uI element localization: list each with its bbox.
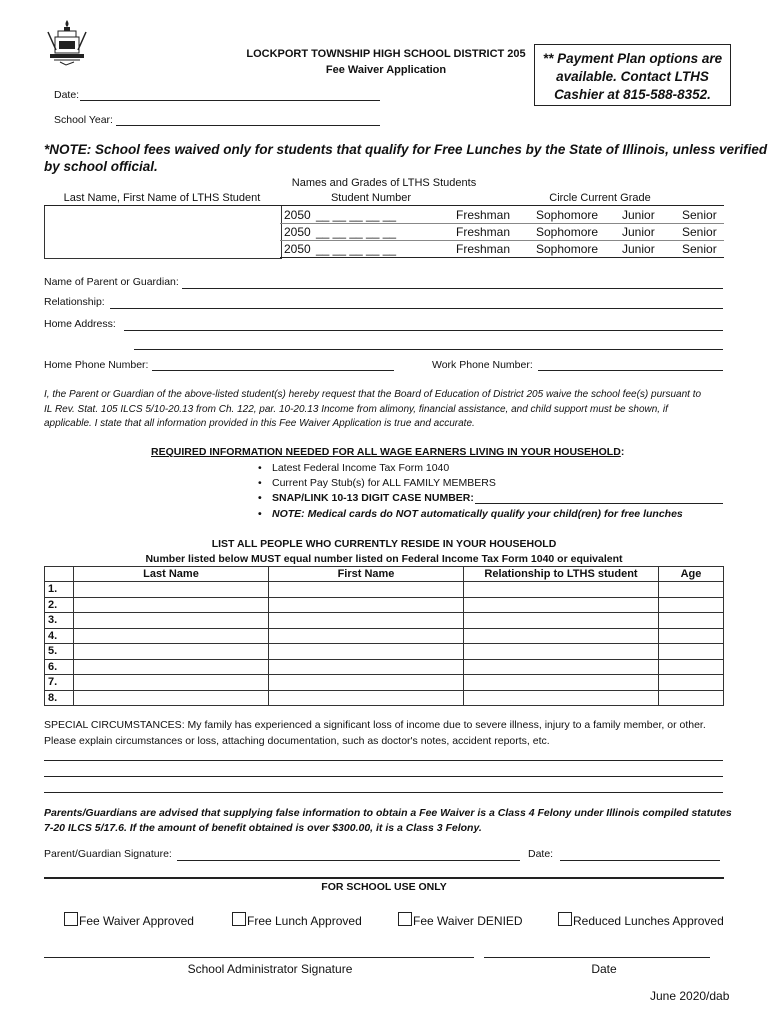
home-phone-label: Home Phone Number: (44, 359, 149, 371)
signature-date-field[interactable] (560, 860, 720, 861)
table-row[interactable] (45, 690, 724, 706)
first-name-cell[interactable] (269, 690, 464, 706)
student-row-3[interactable] (282, 242, 722, 258)
table-row[interactable] (45, 644, 724, 660)
school-name: LOCKPORT TOWNSHIP HIGH SCHOOL DISTRICT 205 (246, 48, 526, 60)
age-cell[interactable] (659, 675, 724, 691)
relationship-cell[interactable] (464, 690, 659, 706)
relationship-cell[interactable] (464, 675, 659, 691)
relationship-label: Relationship: (44, 296, 105, 308)
statement-line-3: applicable. I state that all information provided in this Fee Waiver Application is true and accurate. (44, 418, 475, 429)
row-number: 3. (45, 613, 74, 629)
option-label: Reduced Lunches Approved (573, 914, 724, 928)
relationship-cell[interactable] (464, 659, 659, 675)
signature-date-label: Date: (528, 848, 554, 860)
note-line-1: *NOTE: School fees waived only for students that qualify for Free Lunches by the State of Illinois, unless verified (44, 142, 768, 157)
last-name-cell[interactable] (74, 690, 269, 706)
first-name-cell[interactable] (269, 659, 464, 675)
last-name-cell[interactable] (74, 613, 269, 629)
note-line-2: by school official. (44, 159, 158, 174)
option-label: Fee Waiver Approved (79, 914, 194, 928)
work-phone-label: Work Phone Number: (432, 359, 533, 371)
col-last-name: Last Name (74, 567, 269, 582)
age-cell[interactable] (659, 690, 724, 706)
table-row[interactable] (45, 675, 724, 691)
age-cell[interactable] (659, 659, 724, 675)
grade-senior[interactable]: Senior (682, 242, 717, 256)
payment-note-line: Cashier at 815-588-8352. (554, 87, 711, 102)
table-row[interactable] (45, 628, 724, 644)
special-line-1: SPECIAL CIRCUMSTANCES: My family has experienced a significant loss of income due to severe illness, injury to a family member, or other. (44, 719, 706, 731)
option-free-lunch-approved[interactable] (232, 912, 362, 928)
required-item-text: Current Pay Stub(s) for ALL FAMILY MEMBERS (272, 477, 496, 489)
relationship-cell[interactable] (464, 644, 659, 660)
students-group-title: Names and Grades of LTHS Students (291, 177, 477, 189)
required-heading-colon: : (620, 446, 625, 458)
payment-note-line: available. Contact LTHS (556, 69, 709, 84)
age-cell[interactable] (659, 644, 724, 660)
work-phone-field[interactable] (538, 370, 723, 371)
last-name-cell[interactable] (74, 582, 269, 598)
col-student-number: Student Number (330, 192, 412, 204)
school-year-field[interactable] (116, 125, 380, 126)
checkbox-icon[interactable] (64, 912, 78, 926)
option-fee-waiver-approved[interactable] (64, 912, 194, 928)
col-student-name: Last Name, First Name of LTHS Student (63, 192, 261, 204)
relationship-cell[interactable] (464, 613, 659, 629)
row-number-header (45, 567, 74, 582)
grade-junior[interactable]: Junior (622, 208, 655, 222)
row-number: 1. (45, 582, 74, 598)
grade-freshman[interactable]: Freshman (456, 208, 511, 222)
row-number: 4. (45, 628, 74, 644)
table-row[interactable] (45, 613, 724, 629)
row-number: 5. (45, 644, 74, 660)
parent-signature-field[interactable] (177, 860, 520, 861)
required-item-text: Latest Federal Income Tax Form 1040 (272, 462, 450, 474)
special-explain-field[interactable] (44, 760, 723, 761)
last-name-cell[interactable] (74, 659, 269, 675)
school-logo (46, 18, 88, 68)
grade-sophomore[interactable]: Sophomore (536, 225, 599, 239)
household-heading-2: Number listed below MUST equal number listed on Federal Income Tax Form 1040 or equivalent (145, 553, 623, 565)
date-field[interactable] (80, 100, 380, 101)
checkbox-icon[interactable] (558, 912, 572, 926)
payment-plan-box (534, 44, 731, 106)
checkbox-icon[interactable] (398, 912, 412, 926)
row-number: 2. (45, 597, 74, 613)
student-number-prefix: 2050 (284, 208, 311, 222)
last-name-cell[interactable] (74, 597, 269, 613)
felony-warning-1: Parents/Guardians are advised that supplying false information to obtain a Fee Waiver is a Class 4 Felony under Illinois compiled statutes (44, 807, 732, 819)
first-name-cell[interactable] (269, 582, 464, 598)
student-number-blanks[interactable]: __ __ __ __ __ (316, 208, 397, 222)
date-label: Date: (54, 89, 80, 101)
age-cell[interactable] (659, 582, 724, 598)
grade-senior[interactable]: Senior (682, 225, 717, 239)
household-heading-1: LIST ALL PEOPLE WHO CURRENTLY RESIDE IN YOUR HOUSEHOLD (211, 538, 557, 550)
school-use-heading: FOR SCHOOL USE ONLY (321, 881, 447, 893)
row-number: 8. (45, 690, 74, 706)
medical-card-note: NOTE: Medical cards do NOT automatically qualify your child(ren) for free lunches (272, 508, 683, 520)
option-fee-waiver-denied[interactable] (398, 912, 523, 928)
relationship-field[interactable] (110, 308, 723, 309)
felony-warning-2: 7-20 ILCS 5/17.6. If the amount of benefit obtained is over $300.00, it is a Class 3 Felony. (44, 822, 482, 834)
form-title: Fee Waiver Application (325, 64, 447, 76)
parent-signature-label: Parent/Guardian Signature: (44, 848, 172, 860)
required-heading (151, 446, 624, 458)
relationship-cell[interactable] (464, 597, 659, 613)
statement-line-2: IL Rev. Stat. 105 ILCS 5/10-20.13 from Ch. 122, par. 10-20.13 Income from alimony, financial assistance, and child support must be shown, if (44, 404, 668, 415)
payment-note-line: ** Payment Plan options are (542, 51, 723, 66)
special-explain-field[interactable] (44, 776, 723, 777)
admin-signature-label: School Administrator Signature (187, 962, 353, 976)
col-age: Age (659, 567, 724, 582)
col-first-name: First Name (269, 567, 464, 582)
snap-link-field[interactable] (475, 503, 723, 504)
home-address-field[interactable] (124, 330, 723, 331)
student-row-2[interactable] (282, 225, 722, 241)
home-phone-field[interactable] (152, 370, 394, 371)
relationship-cell[interactable] (464, 582, 659, 598)
student-number-blanks[interactable]: __ __ __ __ __ (316, 242, 397, 256)
snap-link-label: SNAP/LINK 10-13 DIGIT CASE NUMBER: (272, 492, 474, 504)
footer-revision: June 2020/dab (650, 989, 730, 1003)
first-name-cell[interactable] (269, 628, 464, 644)
age-cell[interactable] (659, 597, 724, 613)
admin-date-label: Date (591, 962, 617, 976)
option-reduced-lunches-approved[interactable] (558, 912, 724, 928)
grade-freshman[interactable]: Freshman (456, 242, 511, 256)
guardian-name-field[interactable] (182, 288, 723, 289)
grade-junior[interactable]: Junior (622, 242, 655, 256)
required-heading-text: REQUIRED INFORMATION NEEDED FOR ALL WAGE EARNERS LIVING IN YOUR HOUSEHOLD (151, 446, 621, 458)
first-name-cell[interactable] (269, 597, 464, 613)
option-label: Fee Waiver DENIED (413, 914, 523, 928)
checkbox-icon[interactable] (232, 912, 246, 926)
table-row[interactable] (45, 659, 724, 675)
grade-freshman[interactable]: Freshman (456, 225, 511, 239)
first-name-cell[interactable] (269, 675, 464, 691)
school-year-label: School Year: (54, 114, 113, 126)
age-cell[interactable] (659, 628, 724, 644)
grade-sophomore[interactable]: Sophomore (536, 242, 599, 256)
table-row[interactable] (45, 597, 724, 613)
school-use-divider (44, 877, 724, 879)
col-grade: Circle Current Grade (549, 192, 651, 204)
col-relationship: Relationship to LTHS student (464, 567, 659, 582)
table-row[interactable] (45, 582, 724, 598)
last-name-cell[interactable] (74, 644, 269, 660)
statement-line-1: I, the Parent or Guardian of the above-listed student(s) hereby request that the Board of Education of District 205 waive the school fee(s) pursuant to (44, 389, 702, 400)
home-address-field-2[interactable] (134, 349, 723, 350)
age-cell[interactable] (659, 613, 724, 629)
household-header-row (45, 567, 724, 582)
guardian-name-label: Name of Parent or Guardian: (44, 276, 179, 288)
row-number: 6. (45, 659, 74, 675)
grade-senior[interactable]: Senior (682, 208, 717, 222)
student-name-column-border (44, 206, 282, 259)
special-line-2: Please explain circumstances or loss, attaching documentation, such as doctor's notes, accident reports, etc. (44, 735, 550, 747)
grade-junior[interactable]: Junior (622, 225, 655, 239)
student-row-1[interactable] (282, 208, 722, 224)
admin-signature-field[interactable] (44, 957, 474, 958)
option-label: Free Lunch Approved (247, 914, 362, 928)
row-number: 7. (45, 675, 74, 691)
admin-date-field[interactable] (484, 957, 710, 958)
last-name-cell[interactable] (74, 675, 269, 691)
special-explain-field[interactable] (44, 792, 723, 793)
student-number-blanks[interactable]: __ __ __ __ __ (316, 225, 397, 239)
first-name-cell[interactable] (269, 613, 464, 629)
last-name-cell[interactable] (74, 628, 269, 644)
relationship-cell[interactable] (464, 628, 659, 644)
student-number-prefix: 2050 (284, 225, 311, 239)
household-table (44, 566, 724, 706)
first-name-cell[interactable] (269, 644, 464, 660)
grade-sophomore[interactable]: Sophomore (536, 208, 599, 222)
student-number-prefix: 2050 (284, 242, 311, 256)
home-address-label: Home Address: (44, 318, 116, 330)
